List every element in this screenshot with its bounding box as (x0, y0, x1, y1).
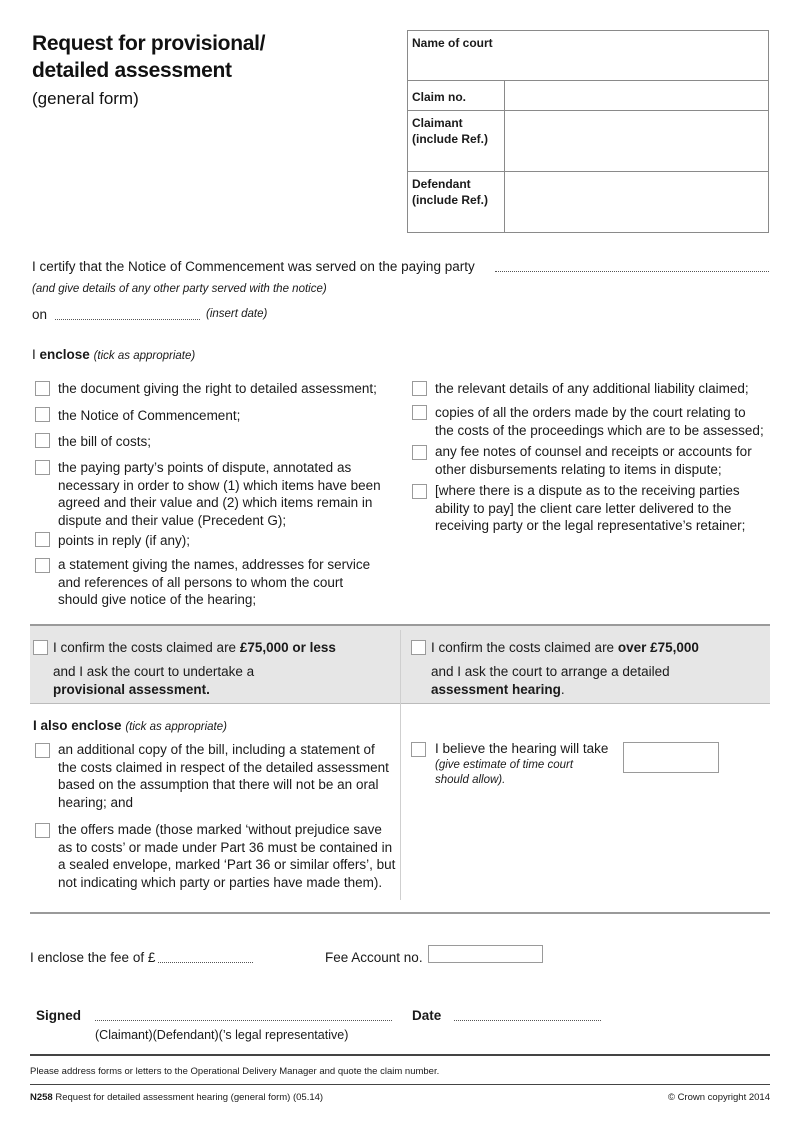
confirm-over-75k-checkbox[interactable] (411, 640, 426, 655)
item-line: not indicating which party or parties have made them). (58, 874, 383, 890)
paying-party-field[interactable] (495, 271, 769, 272)
hearing-note-line1: (give estimate of time court (435, 759, 574, 771)
certify-note: (and give details of any other party served with the notice) (32, 283, 327, 295)
claimant-label-line2: (include Ref.) (412, 132, 489, 146)
item-line: other disbursements relating to items in dispute; (435, 461, 722, 477)
fee-label: I enclose the fee of £ (30, 950, 156, 965)
confirm-left-prefix: I confirm the costs claimed are (53, 640, 240, 655)
enclose-item-fee-notes (435, 443, 752, 478)
fee-account-label: Fee Account no. (325, 950, 423, 965)
item-line: ability to pay] the client care letter delivered to the (435, 500, 732, 516)
confirm-right-line3-bold: assessment hearing (431, 682, 561, 697)
item-line: the offers made (those marked ‘without prejudice save (58, 822, 382, 837)
item-line: copies of all the orders made by the court relating to (435, 405, 746, 420)
form-code: N258 (30, 1092, 53, 1103)
confirm-right-line3 (431, 681, 565, 699)
item-line: a sealed envelope, marked ‘Part 36 or similar offers’, but (58, 857, 396, 872)
claimant-row (408, 111, 768, 172)
confirm-right-line2: and I ask the court to arrange a detailed (431, 664, 670, 679)
confirm-left-line2: and I ask the court to undertake a (53, 664, 255, 679)
enclose-item-bill-of-costs (58, 433, 151, 451)
item-line: agreed and their value and (2) which items remain in (58, 495, 373, 510)
court-details-box (407, 30, 769, 233)
name-of-court-field[interactable] (408, 51, 768, 80)
enclose-item-statement-of-persons (58, 556, 370, 609)
section-divider (30, 912, 770, 914)
also-enclose-checkbox-additional-bill-copy[interactable] (35, 743, 50, 758)
also-enclose-item-additional-bill-copy (58, 741, 389, 811)
confirm-75k-or-less-text (53, 639, 336, 657)
also-enclose-heading-note: (tick as appropriate) (125, 721, 227, 733)
item-line: should give notice of the hearing; (58, 592, 257, 607)
claimant-label (412, 115, 488, 147)
hearing-duration-field[interactable] (623, 742, 719, 773)
enclose-checkbox-points-in-reply[interactable] (35, 532, 50, 547)
also-enclose-checkbox-offers-made[interactable] (35, 823, 50, 838)
form-subtitle: (general form) (32, 89, 139, 108)
claim-no-field[interactable] (505, 81, 768, 110)
item-line: an additional copy of the bill, including a statement of (58, 742, 375, 757)
enclose-item-court-orders (435, 404, 764, 439)
hearing-duration-note (435, 758, 573, 788)
confirm-75k-or-less-checkbox[interactable] (33, 640, 48, 655)
hearing-duration-text: I believe the hearing will take (435, 741, 609, 756)
enclose-item-notice-of-commencement (58, 407, 240, 425)
confirm-right-line3-suffix: . (560, 682, 565, 697)
item-line: receiving party or the legal representative’s retainer; (435, 518, 746, 533)
claimant-label-line1: Claimant (412, 116, 463, 130)
form-reference-title: Request for detailed assessment hearing (general form) (05.14) (52, 1092, 324, 1103)
item-line: necessary in order to show (1) which items have been (58, 477, 381, 493)
signature-date-field[interactable] (454, 1020, 601, 1021)
item-line: points in reply (if any); (58, 533, 191, 548)
fee-account-field[interactable] (428, 945, 543, 963)
enclose-heading (32, 346, 195, 365)
enclose-item-additional-liability (435, 380, 749, 398)
item-line: based on the assumption that there will not be an oral (58, 777, 379, 792)
item-line: the costs of the proceedings which are to be assessed; (435, 422, 764, 438)
confirm-right-amount: over £75,000 (617, 640, 699, 655)
name-of-court-label: Name of court (412, 36, 493, 50)
item-line: hearing; and (58, 794, 134, 810)
enclose-checkbox-fee-notes[interactable] (412, 445, 427, 460)
footer-divider (30, 1054, 770, 1056)
also-enclose-heading (33, 717, 227, 736)
enclose-checkbox-statement-of-persons[interactable] (35, 558, 50, 573)
form-title-line2: detailed assessment (32, 59, 232, 82)
enclose-checkbox-right-to-assessment[interactable] (35, 381, 50, 396)
signed-label: Signed (36, 1008, 82, 1023)
item-line: the paying party’s points of dispute, annotated as (58, 460, 352, 475)
defendant-label-line1: Defendant (412, 177, 471, 191)
enclose-checkbox-notice-of-commencement[interactable] (35, 407, 50, 422)
enclose-item-points-of-dispute (58, 459, 381, 529)
enclose-item-points-in-reply (58, 532, 190, 550)
form-title (32, 30, 265, 84)
item-line: and references of all persons to whom the court (58, 574, 344, 590)
confirm-over-75k-text (431, 639, 699, 657)
confirm-left-amount: £75,000 or less (239, 640, 336, 655)
signed-caption: (Claimant)(Defendant)(’s legal representative) (95, 1028, 349, 1042)
certify-statement: I certify that the Notice of Commencement was served on the paying party (32, 259, 475, 274)
enclose-heading-prefix: I (32, 347, 36, 362)
claim-no-row (408, 81, 768, 111)
enclose-checkbox-points-of-dispute[interactable] (35, 460, 50, 475)
enclose-item-client-care-letter (435, 482, 745, 535)
item-line: the costs claimed in respect of the detailed assessment (58, 759, 389, 775)
enclose-checkbox-court-orders[interactable] (412, 405, 427, 420)
defendant-row (408, 172, 768, 233)
defendant-field[interactable] (505, 172, 768, 233)
footer-divider (30, 1084, 770, 1085)
column-divider (400, 630, 401, 900)
item-line: the relevant details of any additional liability claimed; (435, 381, 749, 396)
form-title-line1: Request for provisional/ (32, 32, 266, 55)
date-label: Date (412, 1008, 442, 1023)
enclose-heading-bold: enclose (39, 347, 90, 362)
signature-field[interactable] (95, 1020, 392, 1021)
confirm-right-prefix: I confirm the costs claimed are (431, 640, 618, 655)
claim-no-label: Claim no. (412, 90, 467, 104)
defendant-label (412, 176, 488, 208)
also-enclose-item-offers-made (58, 821, 395, 891)
enclose-heading-note: (tick as appropriate) (93, 350, 196, 362)
item-line: dispute and their value (Precedent G); (58, 512, 287, 528)
hearing-note-line2: should allow). (435, 774, 506, 786)
enclose-checkbox-additional-liability[interactable] (412, 381, 427, 396)
enclose-checkbox-client-care-letter[interactable] (412, 484, 427, 499)
fee-amount-field[interactable] (158, 962, 253, 963)
name-of-court-row (408, 31, 768, 81)
claimant-field[interactable] (505, 111, 768, 171)
enclose-checkbox-bill-of-costs[interactable] (35, 433, 50, 448)
service-date-field[interactable] (55, 319, 200, 320)
form-reference (30, 1092, 323, 1104)
item-line: the document giving the right to detailed assessment; (58, 381, 377, 396)
item-line: as to costs’ or made under Part 36 must be contained in (58, 839, 393, 855)
on-label: on (32, 307, 48, 322)
insert-date-hint: (insert date) (206, 308, 268, 320)
enclose-item-right-to-assessment (58, 380, 377, 398)
confirm-left-line3: provisional assessment. (53, 682, 210, 697)
item-line: any fee notes of counsel and receipts or accounts for (435, 444, 752, 459)
item-line: the Notice of Commencement; (58, 408, 241, 423)
hearing-duration-checkbox[interactable] (411, 742, 426, 757)
also-enclose-heading-bold: I also enclose (33, 718, 122, 733)
item-line: a statement giving the names, addresses for service (58, 557, 371, 572)
defendant-label-line2: (include Ref.) (412, 193, 489, 207)
item-line: [where there is a dispute as to the receiving parties (435, 483, 740, 498)
footer-note: Please address forms or letters to the Operational Delivery Manager and quote the claim number. (30, 1066, 440, 1077)
copyright: © Crown copyright 2014 (667, 1092, 770, 1103)
item-line: the bill of costs; (58, 434, 152, 449)
